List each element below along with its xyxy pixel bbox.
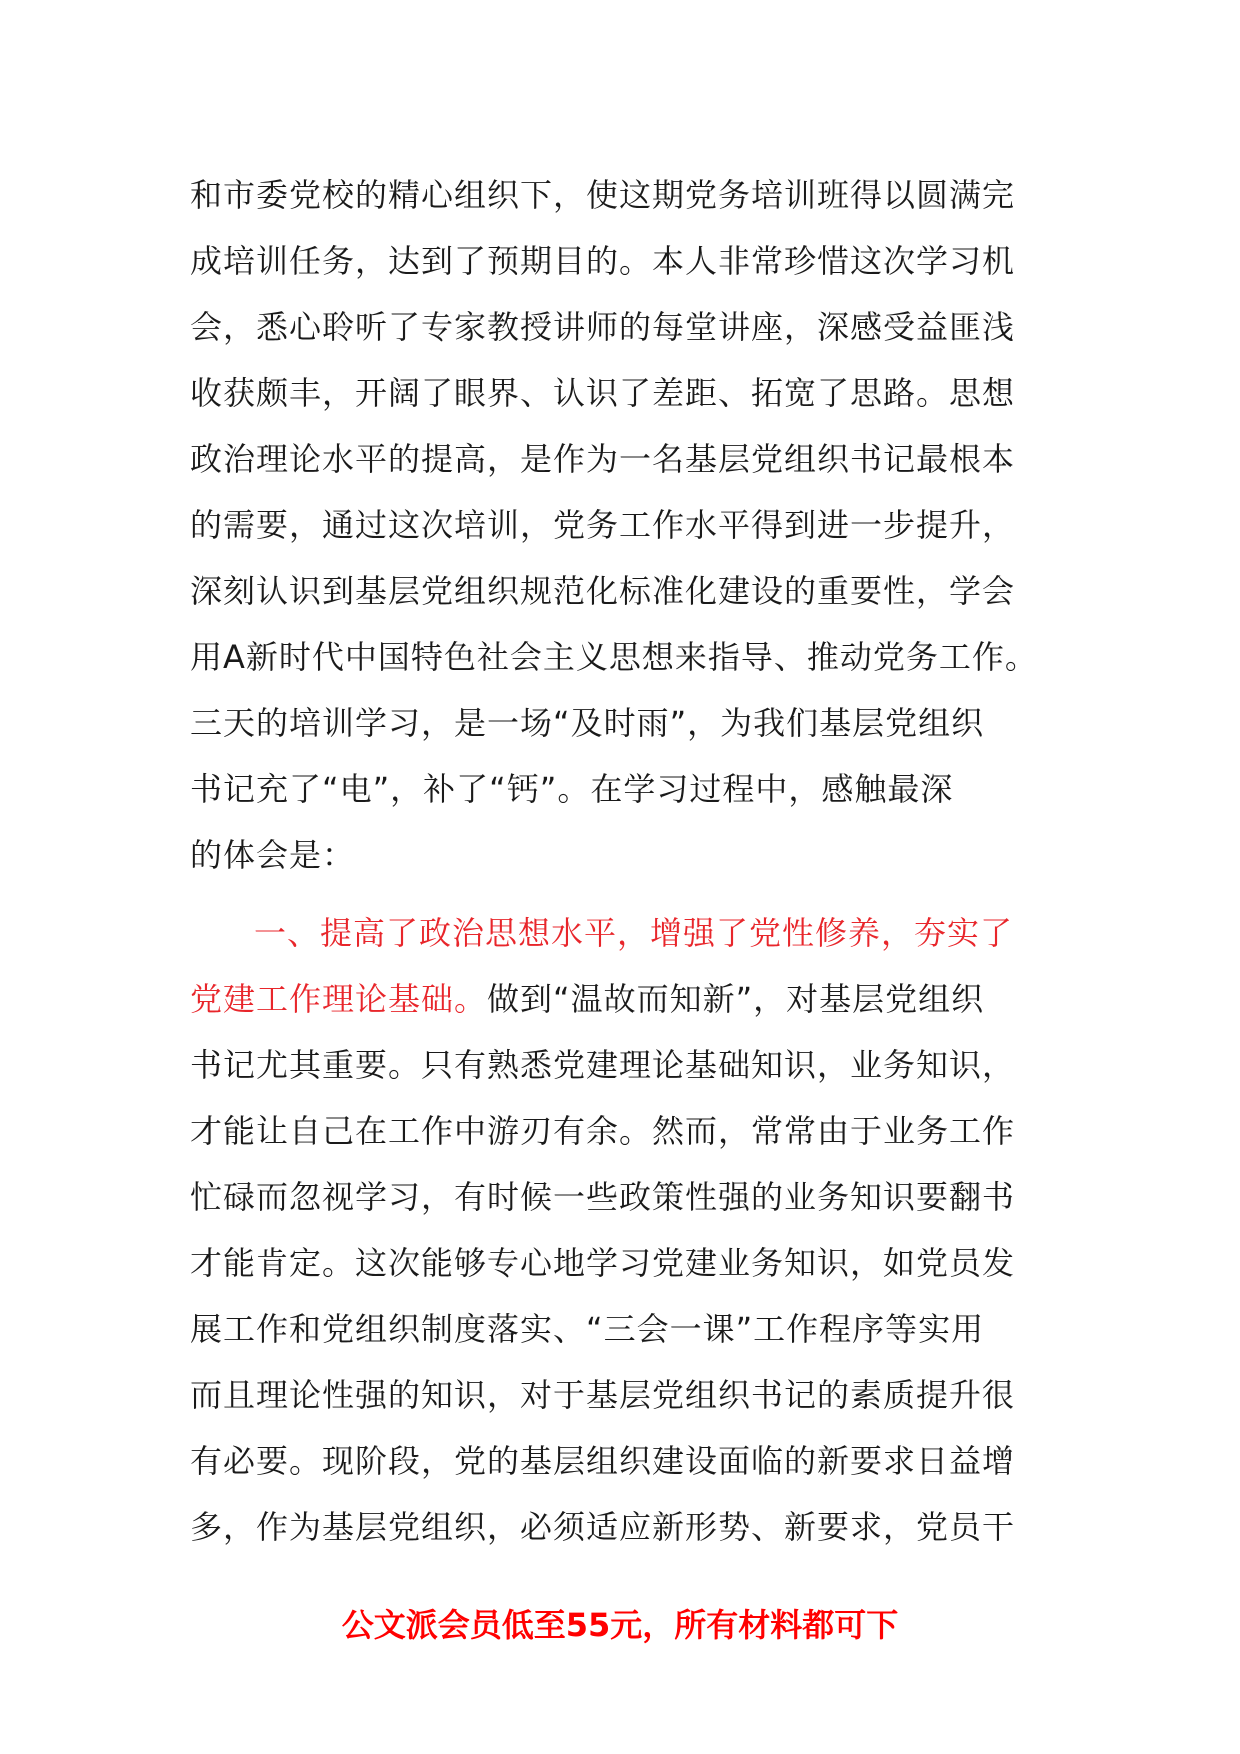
paragraph-intro [190, 162, 1060, 888]
text-line: 忙碌而忽视学习，有时候一些政策性强的业务知识要翻书 [190, 1178, 1016, 1216]
text-line [190, 966, 1060, 1032]
section-heading-end: 党建工作理论基础。 [190, 980, 488, 1018]
text-line: 书记尤其重要。只有熟悉党建理论基础知识，业务知识， [190, 1046, 1016, 1084]
text-line: 有必要。现阶段，党的基层组织建设面临的新要求日益增 [190, 1442, 1016, 1480]
text-line: 而且理论性强的知识，对于基层党组织书记的素质提升很 [190, 1376, 1016, 1414]
section-heading: 一、提高了政治思想水平，增强了党性修养，夯实了 [254, 914, 1014, 952]
text-line: 深刻认识到基层党组织规范化标准化建设的重要性，学会 [190, 572, 1016, 610]
paragraph-section-one [190, 900, 1060, 1560]
section-heading-line [190, 900, 1060, 966]
text-line: 的体会是： [190, 836, 356, 874]
text-line: 三天的培训学习，是一场“及时雨”，为我们基层党组织 [190, 704, 985, 742]
text-line: 才能肯定。这次能够专心地学习党建业务知识，如党员发 [190, 1244, 1016, 1282]
text-line: 书记充了“电”，补了“钙”。在学习过程中，感触最深 [190, 770, 954, 808]
text-line: 展工作和党组织制度落实、“三会一课”工作程序等实用 [190, 1310, 985, 1348]
membership-promo-text: 公文派会员低至55元，所有材料都可下 [341, 1606, 899, 1644]
text-span: 做到“温故而知新”，对基层党组织 [487, 980, 985, 1018]
text-line: 会，悉心聆听了专家教授讲师的每堂讲座，深感受益匪浅 [190, 308, 1016, 346]
text-line: 才能让自己在工作中游刃有余。然而，常常由于业务工作 [190, 1112, 1016, 1150]
text-line: 的需要，通过这次培训，党务工作水平得到进一步提升， [190, 506, 1016, 544]
text-line: 多，作为基层党组织，必须适应新形势、新要求，党员干 [190, 1508, 1016, 1546]
text-line: 成培训任务，达到了预期目的。本人非常珍惜这次学习机 [190, 242, 1016, 280]
text-line: 和市委党校的精心组织下，使这期党务培训班得以圆满完 [190, 176, 1016, 214]
text-line: 收获颇丰，开阔了眼界、认识了差距、拓宽了思路。思想 [190, 374, 1016, 412]
text-line: 政治理论水平的提高，是作为一名基层党组织书记最根本 [190, 440, 1016, 478]
text-line: 用A新时代中国特色社会主义思想来指导、推动党务工作。 [190, 638, 1038, 676]
